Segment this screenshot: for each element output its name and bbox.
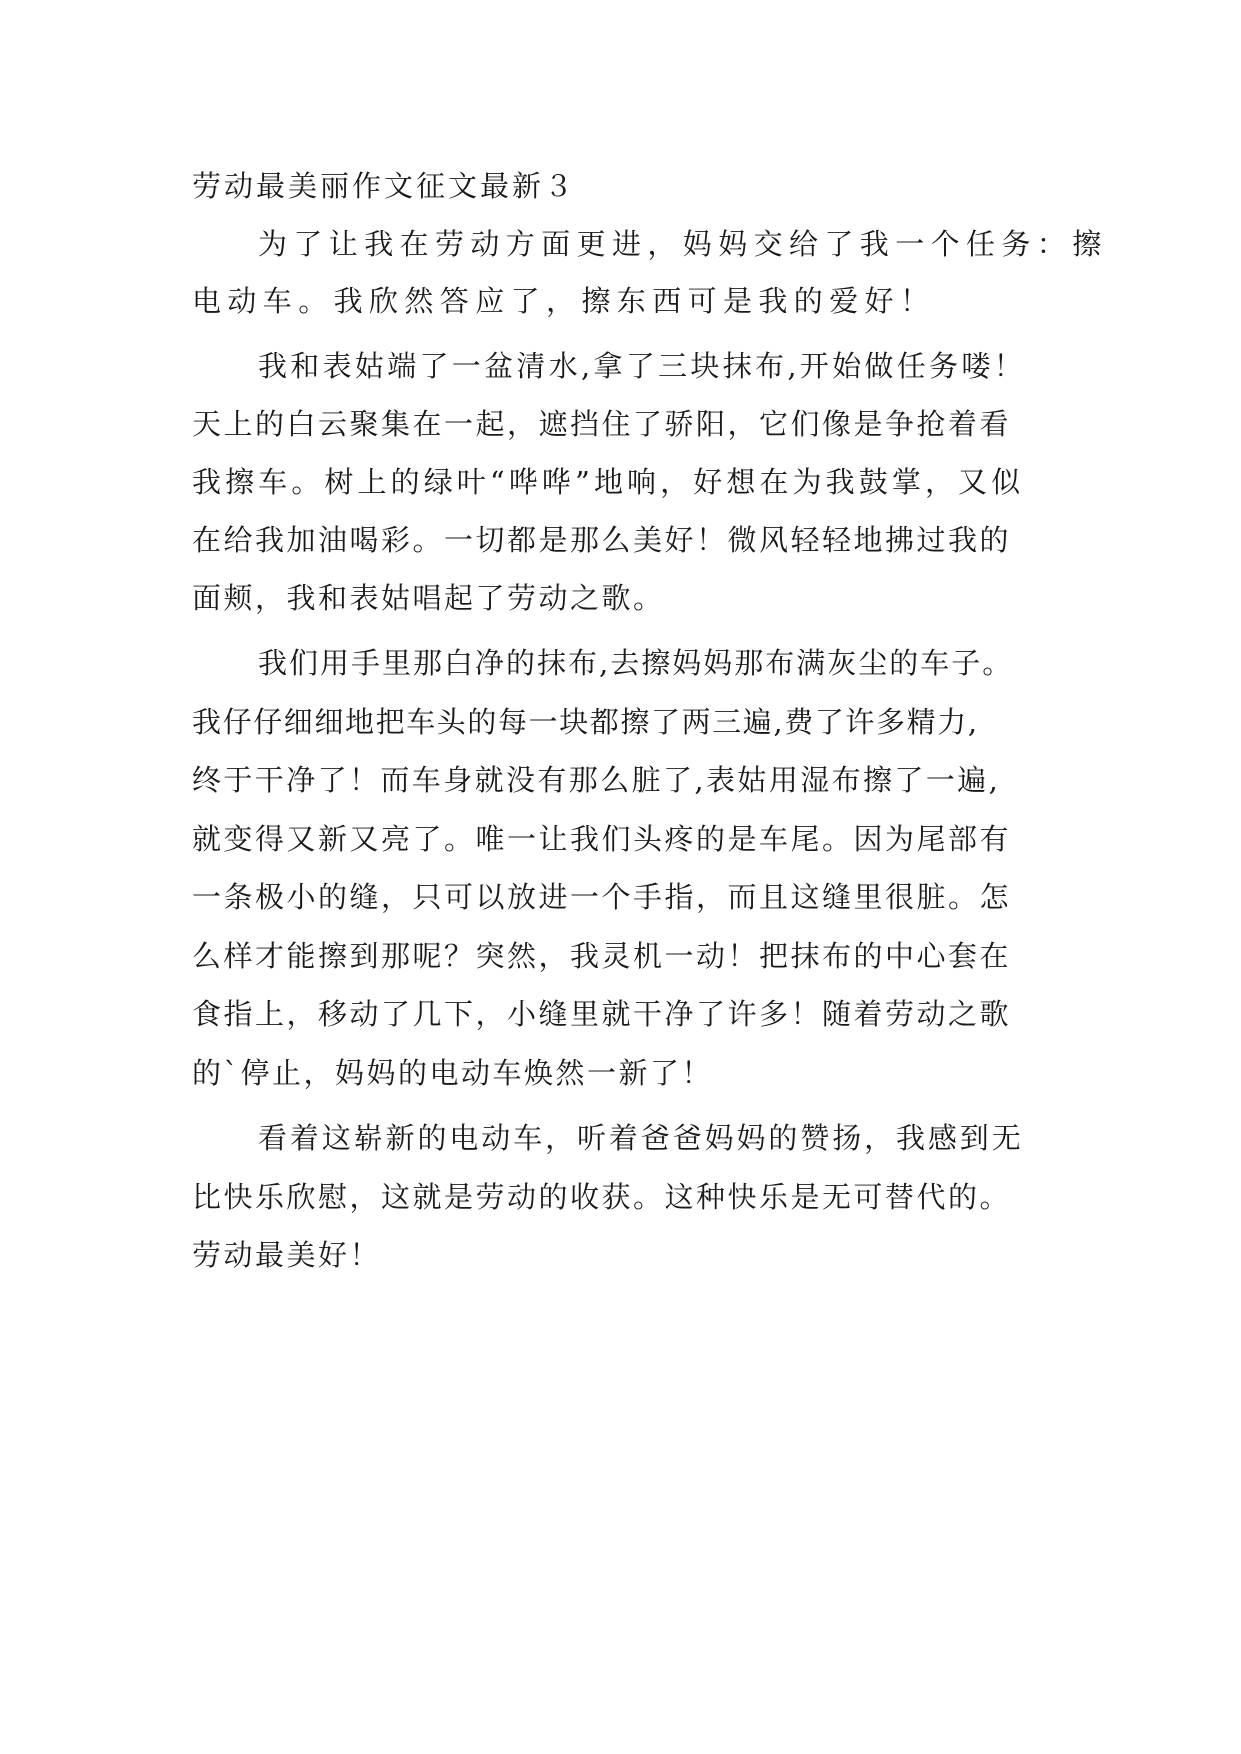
text-line: 就变得又新又亮了。唯一让我们头疼的是车尾。因为尾部有 [192, 822, 1012, 856]
text-line: 我仔仔细细地把车头的每一块都擦了两三遍,费了许多精力, [192, 705, 979, 739]
text-line: 终于干净了！而车身就没有那么脏了,表姑用湿布擦了一遍, [192, 763, 1001, 797]
text-line: 劳动最美好！ [192, 1238, 382, 1272]
text-line: 食指上，移动了几下，小缝里就干净了许多！随着劳动之歌 [192, 997, 1012, 1031]
text-line: 我擦车。树上的绿叶“哗哗”地响，好想在为我鼓掌，又似 [192, 465, 1025, 499]
text-line: 我们用手里那白净的抹布,去擦妈妈那布满灰尘的车子。 [258, 646, 1014, 680]
text-line: 我和表姑端了一盆清水,拿了三块抹布,开始做任务喽！ [258, 349, 1026, 383]
text-line: 面颊，我和表姑唱起了劳动之歌。 [192, 581, 665, 615]
text-line: 为了让我在劳动方面更进，妈妈交给了我一个任务：擦 [258, 227, 1108, 261]
text-line: 么样才能擦到那呢？突然，我灵机一动！把抹布的中心套在 [192, 939, 1012, 973]
text-line: 的`停止，妈妈的电动车焕然一新了！ [192, 1056, 714, 1090]
text-line: 天上的白云聚集在一起，遮挡住了骄阳，它们像是争抢着看 [192, 407, 1012, 441]
document-title: 劳动最美丽作文征文最新３ [192, 169, 577, 203]
text-line: 电动车。我欣然答应了，擦东西可是我的爱好！ [192, 284, 936, 318]
text-line: 比快乐欣慰，这就是劳动的收获。这种快乐是无可替代的。 [192, 1180, 1012, 1214]
text-line: 在给我加油喝彩。一切都是那么美好！微风轻轻地拂过我的 [192, 523, 1012, 557]
text-line: 一条极小的缝，只可以放进一个手指，而且这缝里很脏。怎 [192, 880, 1012, 914]
text-line: 看着这崭新的电动车，听着爸爸妈妈的赞扬，我感到无 [258, 1121, 1024, 1155]
